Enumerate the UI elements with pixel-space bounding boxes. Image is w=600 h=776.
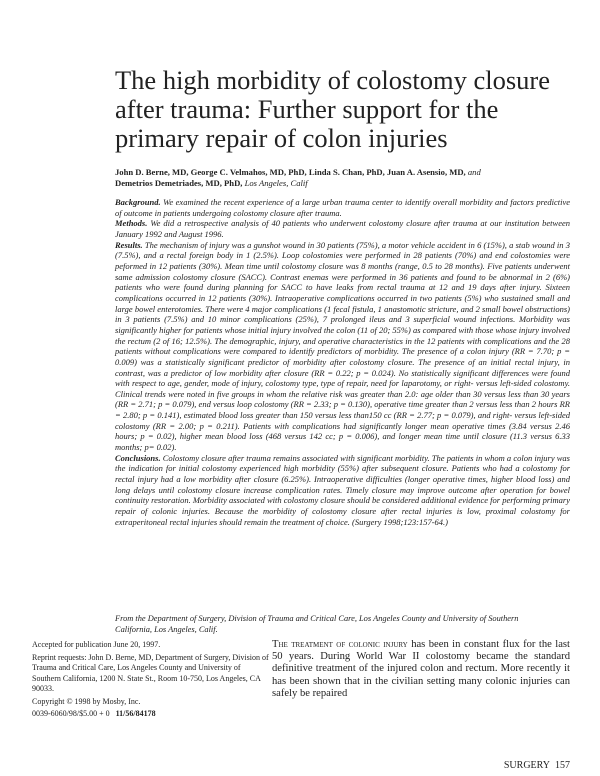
accepted-date: Accepted for publication June 20, 1997. bbox=[32, 640, 161, 649]
abstract-methods bbox=[115, 218, 570, 239]
page-number: 157 bbox=[555, 760, 570, 771]
footnotes bbox=[32, 640, 270, 722]
author-names-2: Demetrios Demetriades, MD, PhD, bbox=[115, 177, 243, 188]
body-lead: The treatment of colonic injury bbox=[272, 639, 408, 650]
reprint-requests: Reprint requests: John D. Berne, MD, Department of Surgery, Division of Trauma and Critical Care, Los Angeles County and University of Southern California, 1200 N. State St., Room 10-750, Los Angeles, CA 90033. bbox=[32, 652, 269, 693]
author-list bbox=[115, 167, 570, 188]
methods-text: We did a retrospective analysis of 40 patients who underwent colostomy closure after trauma at our institution between January 1992 and August 1996. bbox=[115, 218, 571, 239]
results-label: Results. bbox=[115, 239, 143, 250]
journal-name: SURGERY bbox=[503, 760, 550, 771]
abstract-results bbox=[115, 240, 570, 453]
body-text bbox=[272, 639, 570, 700]
code-text: 0039-6060/98/$5.00 + 0 bbox=[32, 709, 110, 718]
copyright: Copyright © 1998 by Mosby, Inc. bbox=[32, 696, 141, 706]
methods-label: Methods. bbox=[115, 218, 148, 229]
abstract bbox=[115, 197, 570, 527]
conclusions-text: Colostomy closure after trauma remains associated with significant morbidity. The patients in whom a colon injury was the indication for initial colostomy experienced high morbidity (55%) after subsequent closure. Patients who had a colostomy for rectal injury had a low morbidity after closure (6.25%). Intraoperative difficulties (longer operative times, higher blood loss) and long delays until colostomy closure increase complication rates. Timely closure may improve outcome after operation for bowel continuity restoration. Morbidity associated with colostomy closure should be considered additional evidence for performing primary repair of colonic injuries. Because the morbidity of colostomy closure after rectal injuries is low, proximal colostomy for extraperitoneal rectal injuries should remain the treatment of choice. (Surgery 1998;123:157-64.) bbox=[115, 452, 570, 527]
results-text: The mechanism of injury was a gunshot wound in 30 patients (75%), a motor vehicle accident in 6 (15%), a stab wound in 3 (7.5%), and a rectal foreign body in 1 (2.5%). Loop colostomies were performed in 28 patients (70%) and end colostomies were peformed in 12 patients (30%). Mean time until colostomy closure was 8 months (range, 0.5 to 28 months). Five patients underwent same admission colostomy closure (SACC). Contrast enemas were performed in 36 patients and found to be abnormal in 2 (6%) patients who were found during planning for SACC to have leaks from rectal trauma at 12 and 19 days after injury. Sixteen complications occurred in 12 patients (30%). Intraoperative complications occurred in two patients (5%) who sustained small and large bowel enterotomies. There were 4 major complications (1 fecal fistula, 1 anastomotic stricture, and 2 small bowel obstructions) in 3 patients (7.5%) and 10 minor complications (25%), 7 prolonged ileus and 3 superficial wound infections. Morbidity was significantly higher for patients whose initial injury involved the colon (11 of 20; 55%) as compared with those whose injury involved the rectum (2 of 16; 12.5%). The demographic, injury, and operative characteristics in the 12 patients with complications and the 28 patients without complications were compared to identify predictors of morbidity. The presence of a colon injury (RR = 7.70; p = 0.009) was a statistically significant predictor of morbidity after colostomy closure. The presence of an initial rectal injury, in contrast, was a predictor of low morbidity after closure (RR = 0.22; p = 0.024). No statistically significant differences were found with respect to age, gender, mode of injury, colostomy type, type of repair, need for laparotomy, or right- versus left-sided colostomy. Clinical trends were noted in five groups in whom the relative risk was greater than 2.0: age older than 30 versus less than 30 years (RR = 2.71; p = 0.079), end versus loop colostomy (RR = 2.33; p = 0.130), operative time greater than 2 versus less than 2 hours RR = 2.80; p = 0.141), estimated blood loss greater than 150 versus less than150 cc (RR = 2.77; p = 0.079), and right- versus left-sided colostomy (RR = 2.00; p = 0.211). Patients with complications had significantly longer mean operative times (3.84 versus 2.46 hours; p = 0.02), higher mean blood loss (468 versus 142 cc; p = 0.006), and longer mean time until closure (11.3 versus 6.33 months; p= 0.02). bbox=[115, 239, 570, 453]
abstract-conclusions bbox=[115, 453, 570, 528]
conclusions-label: Conclusions. bbox=[115, 452, 161, 463]
page-folio bbox=[504, 760, 570, 771]
affiliation: From the Department of Surgery, Division of Trauma and Critical Care, Los Angeles County and University of Southern California, Los Angeles, Calif. bbox=[115, 614, 519, 634]
author-and: and bbox=[467, 167, 481, 177]
article-title: The high morbidity of colostomy closure after trauma: Further support for the primary repair of colon injuries bbox=[115, 65, 550, 153]
article-code bbox=[32, 709, 270, 720]
background-text: We examined the recent experience of a large urban trauma center to identify overall morbidity and factors predictive of outcome in patients undergoing colostomy closure after trauma. bbox=[115, 197, 571, 218]
author-location: Los Angeles, Calif bbox=[244, 177, 308, 188]
code-bold: 11/56/84178 bbox=[115, 709, 156, 718]
background-label: Background. bbox=[115, 197, 161, 207]
body-paragraph: has been in constant flux for the last 50 years. During World War II colostomy became the standard definitive treatment of the injured colon and rectum. More recently it has been shown that in the civilian setting many colonic injuries can safely be repaired bbox=[272, 639, 570, 699]
abstract-background bbox=[115, 197, 570, 218]
author-names: John D. Berne, MD, George C. Velmahos, MD, PhD, Linda S. Chan, PhD, Juan A. Asensio, MD, bbox=[115, 167, 466, 177]
